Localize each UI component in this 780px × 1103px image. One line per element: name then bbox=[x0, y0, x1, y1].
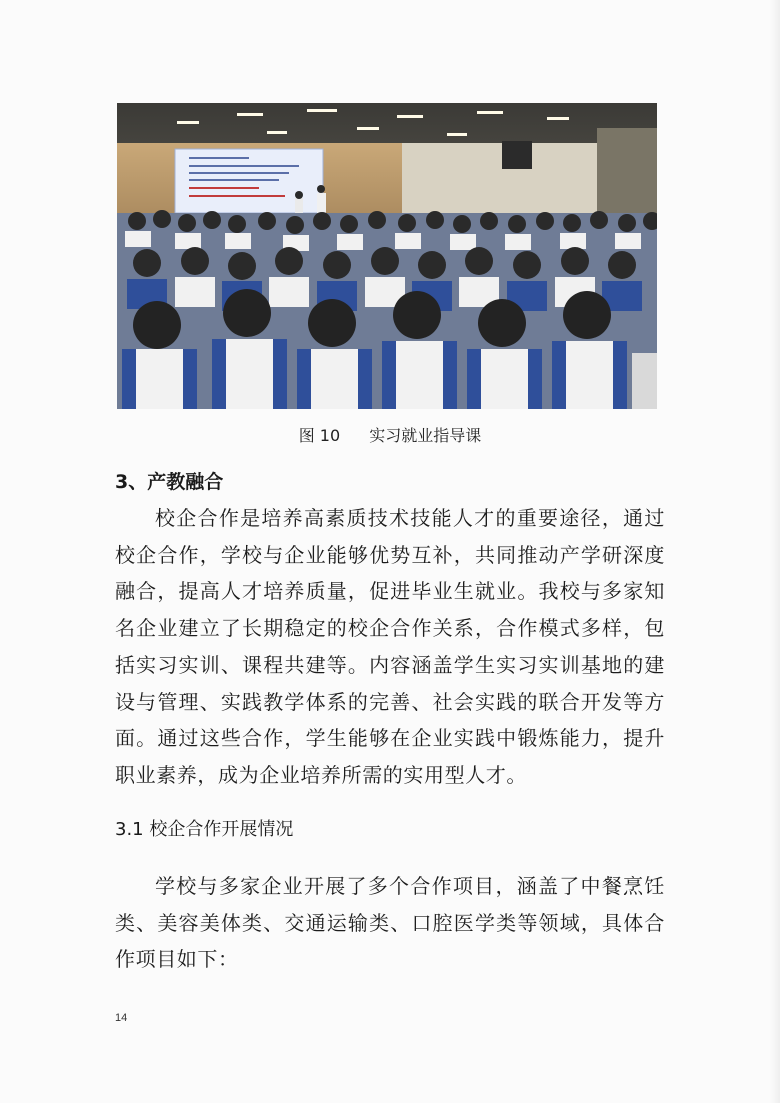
section-heading: 3、产教融合 bbox=[115, 471, 224, 493]
page-number: 14 bbox=[115, 1012, 128, 1024]
lecture-hall-photo bbox=[117, 103, 657, 409]
figure-title: 实习就业指导课 bbox=[369, 426, 482, 445]
subsection-heading: 3.1 校企合作开展情况 bbox=[115, 819, 294, 840]
photo-illustration bbox=[117, 103, 657, 409]
page-edge-shadow bbox=[770, 0, 780, 1103]
figure-caption bbox=[0, 423, 780, 446]
paragraph: 学校与多家企业开展了多个合作项目，涵盖了中餐烹饪类、美容美体类、交通运输类、口腔医学类等领域，具体合作项目如下： bbox=[115, 874, 665, 972]
subsection-body bbox=[115, 868, 665, 978]
figure-number: 图 10 bbox=[298, 426, 341, 445]
paragraph: 校企合作是培养高素质技术技能人才的重要途径，通过校企合作，学校与企业能够优势互补，共同推动产学研深度融合，提高人才培养质量，促进毕业生就业。我校与多家知名企业建立了长期稳定的校企合作关系，合作模式多样，包括实习实训、课程共建等。内容涵盖学生实习实训基地的建设与管理、实践教学体系的完善、社会实践的联合开发等方面。通过这些合作，学生能够在企业实践中锻炼能力，提升职业素养，成为企业培养所需的实用型人才。 bbox=[115, 506, 665, 787]
section-body bbox=[115, 500, 665, 794]
